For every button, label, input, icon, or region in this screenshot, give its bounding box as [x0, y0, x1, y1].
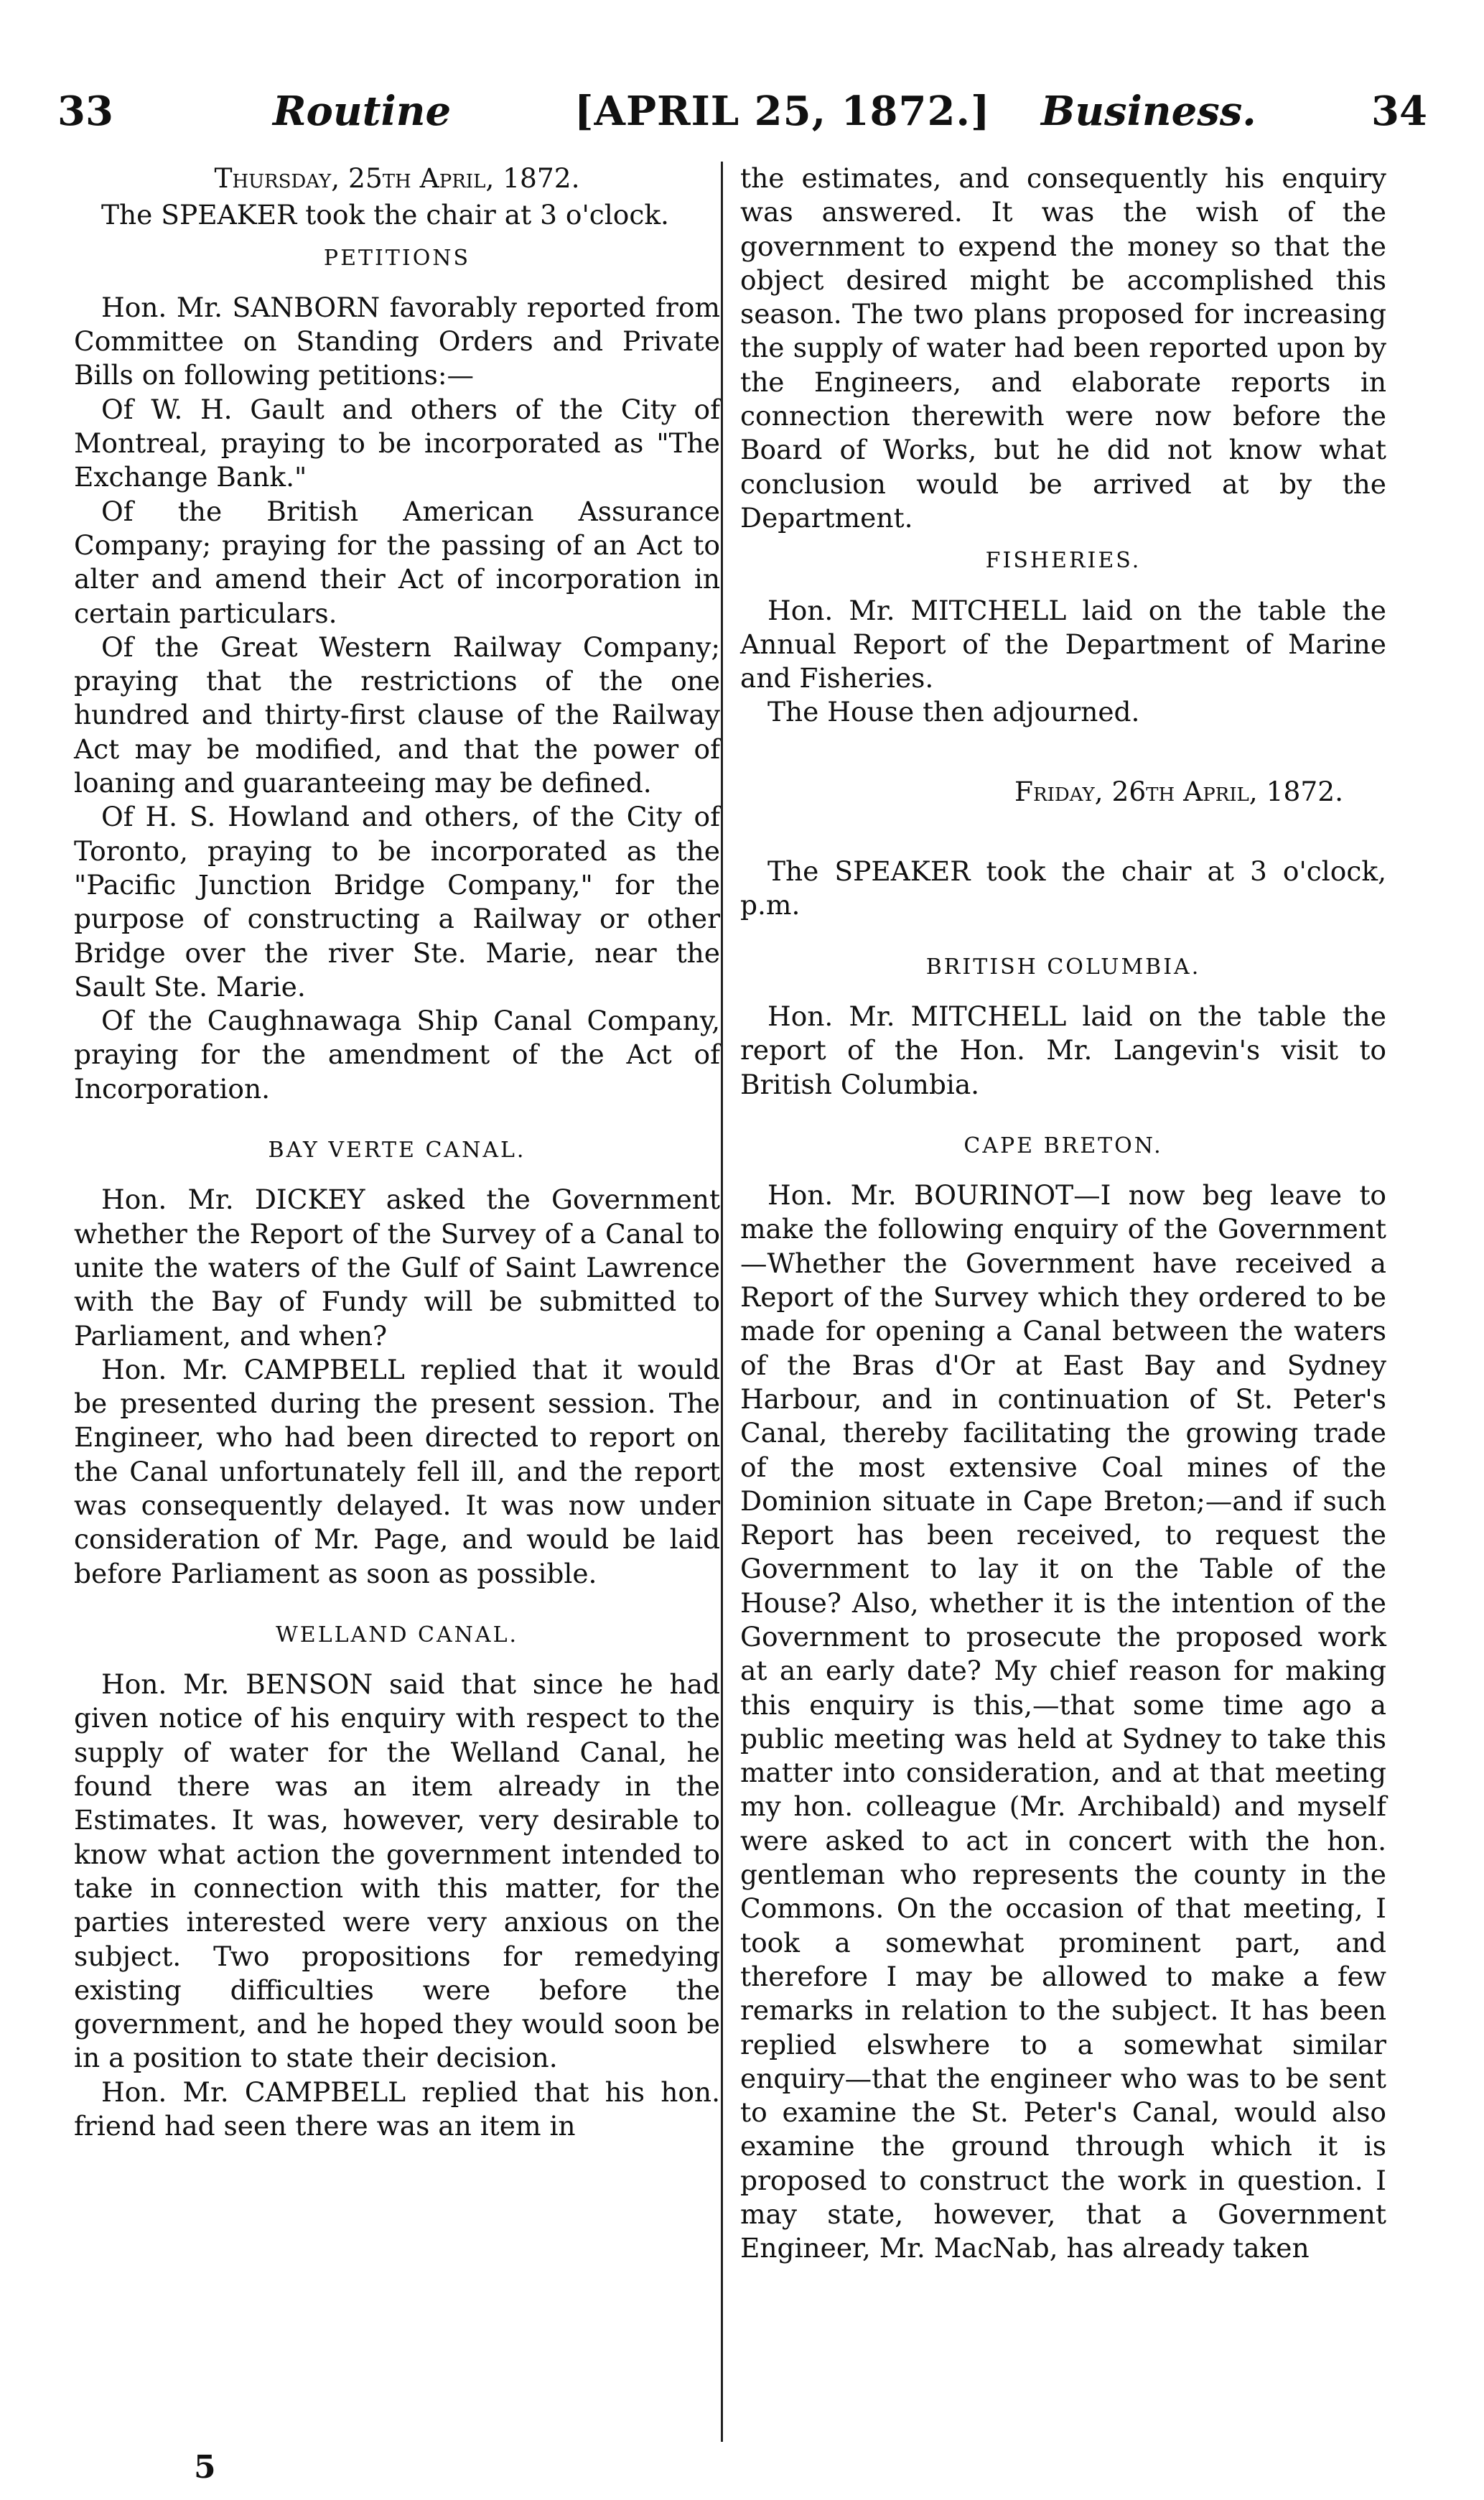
heading-petitions: PETITIONS	[323, 245, 471, 271]
paragraph: the estimates, and consequently his enquiry was answered. It was the wish of the government to expend the money so that the object desired might be accomplished this season. The two plans proposed for increasing the supply of water had been reported upon by the Engineers, and elaborate reports in connection therewith were now before the Board of Works, but he did not know what conclusion would be arrived at by the Department.	[740, 162, 1386, 534]
heading-bay-verte-canal: BAY VERTE CANAL.	[268, 1138, 526, 1163]
left-column	[74, 162, 720, 2143]
paragraph: Hon. Mr. BOURINOT—I now beg leave to make the following enquiry of the Government—Whether the Government have received a Report of the Survey which they ordered to be made for opening a Canal between the waters of the Bras d'Or at East Bay and Sydney Harbour, and in continuation of St. Peter's Canal, thereby facilitating the growing trade of the most extensive Coal mines of the Dominion situate in Cape Breton;—and if such Report has been received, to request the Government to lay it on the Table of the House? Also, whether it is the intention of the Government to prosecute the proposed work at an early date? My chief reason for making this enquiry is this,—that some time ago a public meeting was held at Sydney to take this matter into consideration, and at that meeting my hon. colleague (Mr. Archibald) and myself were asked to act in concert with the hon. gentleman who represents the county in the Commons. On the occasion of that meeting, I took a somewhat prominent part, and therefore I may be allowed to make a few remarks in relation to the subject. It has been replied elswhere to a somewhat similar enquiry—that the engineer who was to be sent to examine the St. Peter's Canal, would also examine the ground through which it is proposed to construct the work in question. I may state, however, that a Government Engineer, Mr. MacNab, has already taken	[740, 1179, 1386, 2264]
paragraph: Hon. Mr. CAMPBELL replied that it would be presented during the present session. The Engineer, who had been directed to report on the Canal unfortunately fell ill, and the report was consequently delayed. It was now under consideration of Mr. Page, and would be laid before Parliament as soon as possible.	[74, 1353, 720, 1589]
paragraph: Of the Caughnawaga Ship Canal Company, praying for the amendment of the Act of Incorporation.	[74, 1005, 720, 1105]
header-date: [APRIL 25, 1872.]	[574, 88, 991, 135]
heading-cape-breton: CAPE BRETON.	[963, 1133, 1163, 1158]
page-number-left: 33	[57, 88, 113, 135]
paragraph: Of the British American Assurance Company; praying for the passing of an Act to alter and amend their Act of incorporation in certain particulars.	[74, 495, 720, 629]
paragraph: The House then adjourned.	[767, 696, 1140, 728]
paragraph: Of W. H. Gault and others of the City of Montreal, praying to be incorporated as "The Exchange Bank."	[74, 393, 720, 493]
date-line-friday: Friday, 26th April, 1872.	[1014, 776, 1343, 808]
speaker-took-chair: The SPEAKER took the chair at 3 o'clock.	[101, 199, 669, 231]
signature-mark: 5	[194, 2449, 216, 2486]
running-head-right: Business.	[1041, 88, 1256, 135]
column-rule	[721, 162, 723, 2442]
paragraph: Hon. Mr. BENSON said that since he had given notice of his enquiry with respect to the supply of water for the Welland Canal, he found there was an item already in the Estimates. It was, however, very desirable to know what action the government intended to take in connection with this matter, for the parties interested were very anxious on the subject. Two propositions for remedying existing difficulties were before the government, and he hoped they would soon be in a position to state their decision.	[74, 1668, 720, 2074]
heading-fisheries: FISHERIES.	[985, 548, 1142, 574]
running-head-left: Routine	[273, 88, 452, 135]
heading-british-columbia: BRITISH COLUMBIA.	[925, 954, 1201, 980]
page-number-right: 34	[1371, 88, 1427, 135]
paragraph: Of the Great Western Railway Company; praying that the restrictions of the one hundred and thirty-first clause of the Railway Act may be modified, and that the power of loaning and guaranteeing may be defined.	[74, 631, 720, 799]
heading-welland-canal: WELLAND CANAL.	[275, 1622, 519, 1648]
date-line-thursday: Thursday, 25th April, 1872.	[214, 162, 580, 194]
speaker-took-chair: The SPEAKER took the chair at 3 o'clock, p.m.	[740, 855, 1386, 921]
paragraph: Hon. Mr. SANBORN favorably reported from Committee on Standing Orders and Private Bills on following petitions:—	[74, 291, 720, 391]
paragraph: Of H. S. Howland and others, of the City of Toronto, praying to be incorporated as the "Pacific Junction Bridge Company," for the purpose of constructing a Railway or other Bridge over the river Ste. Marie, near the Sault Ste. Marie.	[74, 801, 720, 1003]
paragraph: Hon. Mr. CAMPBELL replied that his hon. friend had seen there was an item in	[74, 2076, 720, 2142]
paragraph: Hon. Mr. DICKEY asked the Government whether the Report of the Survey of a Canal to unite the waters of the Gulf of Saint Lawrence with the Bay of Fundy will be submitted to Parliament, and when?	[74, 1184, 720, 1352]
paragraph: Hon. Mr. MITCHELL laid on the table the Annual Report of the Department of Marine and Fisheries.	[740, 594, 1386, 694]
paragraph: Hon. Mr. MITCHELL laid on the table the report of the Hon. Mr. Langevin's visit to British Columbia.	[740, 1000, 1386, 1100]
page-header	[43, 79, 1443, 144]
right-column	[740, 162, 1386, 2266]
